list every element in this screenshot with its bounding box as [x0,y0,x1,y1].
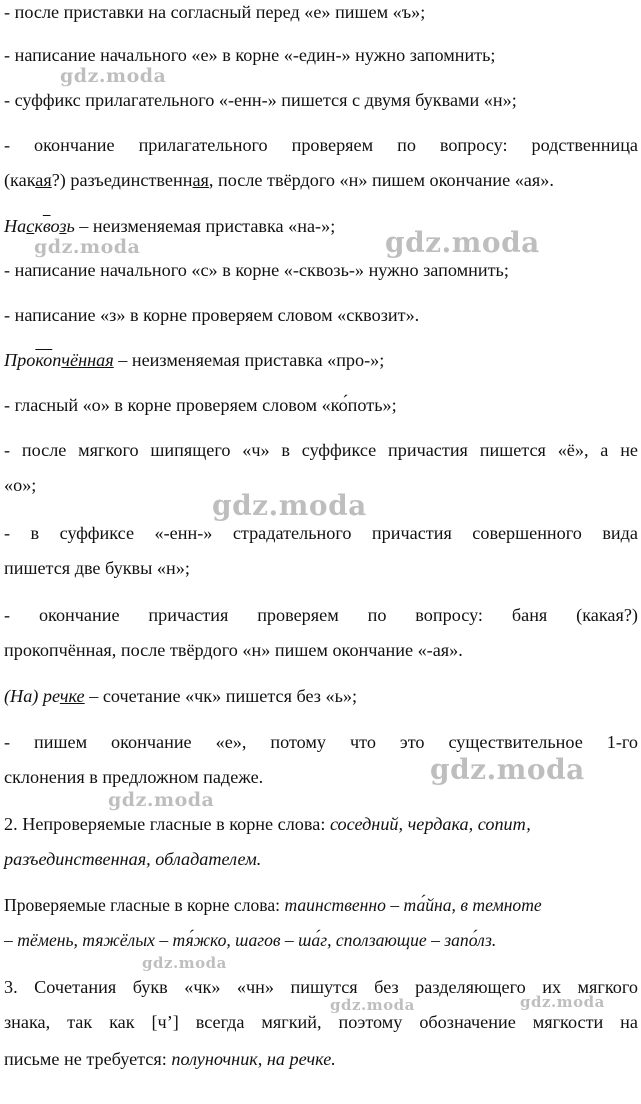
text-line: склонения в предложном падеже. [4,767,264,787]
text-line: (На) речке – сочетание «чк» пишется без «ь»; [4,686,358,706]
text-line: 3. Сочетания букв «чк» «чн» пишутся без разделяющего их мягкого [4,977,638,997]
text-line: пишется две буквы «н»; [4,558,190,578]
text-line: (какая?) разъединственная, после твёрдого «н» пишем окончание «ая». [4,170,554,190]
watermark: gdz.moda [34,236,141,258]
text-line: - после приставки на согласный перед «е» пишем «ъ»; [4,2,426,22]
text-line: «о»; [4,475,37,495]
watermark: gdz.moda [142,954,227,972]
text-line: - окончание причастия проверяем по вопросу: баня (какая?) [4,605,638,625]
watermark: gdz.moda [520,993,605,1011]
text-line: - суффикс прилагательного «-енн-» пишется с двумя буквами «н»; [4,90,517,110]
text-line: - в суффиксе «-енн-» страдательного причастия совершенного вида [4,523,638,543]
text-line: - после мягкого шипящего «ч» в суффиксе причастия пишется «ё», а не [4,440,638,460]
watermark: gdz.moda [430,753,585,786]
text-line: знака, так как [ч’] всегда мягкий, поэтому обозначение мягкости на [4,1012,638,1032]
text-line: - написание «з» в корне проверяем словом «сквозит». [4,305,420,325]
text-line: Проверяемые гласные в корне слова: таинственно – та́йна, в темноте [4,895,542,915]
text-line: письме не требуется: полуночник, на речке. [4,1049,336,1069]
text-line: - написание начального «е» в корне «-един-» нужно запомнить; [4,45,496,65]
text-line: Насквозь – неизменяемая приставка «на-»; [4,216,336,236]
text-line: - написание начального «с» в корне «-сквозь-» нужно запомнить; [4,260,509,280]
watermark: gdz.moda [385,226,540,259]
watermark: gdz.moda [60,65,167,87]
watermark: gdz.moda [212,489,367,522]
text-line: 2. Непроверяемые гласные в корне слова: соседний, чердака, сопит, [4,814,531,834]
text-line: - окончание прилагательного проверяем по вопросу: родственница [4,135,638,155]
text-line: прокопчённая, после твёрдого «н» пишем окончание «-ая». [4,640,463,660]
text-line: Прокопчённая – неизменяемая приставка «про-»; [4,350,385,370]
watermark: gdz.moda [330,996,415,1014]
text-line: разъединственная, обладателем. [4,849,262,869]
watermark: gdz.moda [108,789,215,811]
text-line: - гласный «о» в корне проверяем словом «ко́поть»; [4,395,397,415]
text-line: - пишем окончание «е», потому что это существительное 1-го [4,732,638,752]
text-line: – тёмень, тяжёлых – тя́жко, шагов – ша́г, сползающие – запо́лз. [4,930,497,950]
